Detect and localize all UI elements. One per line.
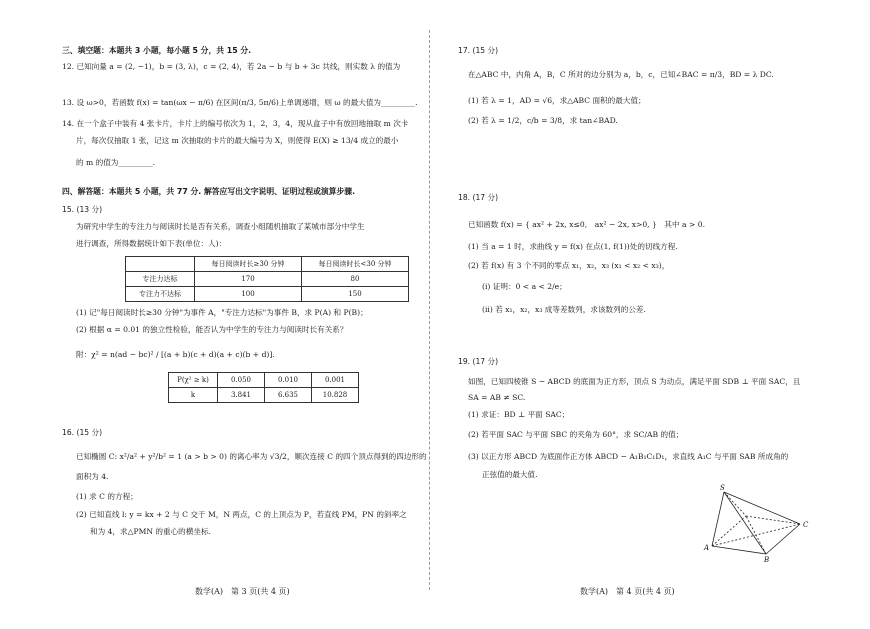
question-19-title: 19. (17 分) (458, 357, 499, 366)
question-16-part2-line2: 和为 4，求△PMN 的重心的横坐标. (90, 527, 211, 536)
pyramid-figure (700, 484, 818, 562)
vertex-label-a: A (704, 544, 710, 552)
table-cell: 0.050 (218, 373, 265, 388)
question-14-line3: 的 m 的值为_________. (76, 158, 155, 167)
question-16-title: 16. (15 分) (62, 428, 103, 437)
edge-sb (724, 492, 766, 554)
table-cell (126, 257, 195, 272)
edge-sa (712, 492, 724, 546)
question-16-part1: (1) 求 C 的方程； (76, 492, 138, 501)
question-15-title: 15. (13 分) (62, 205, 103, 214)
question-15-line2: 进行调查，所得数据统计如下表(单位：人)： (76, 239, 227, 248)
question-15-line1: 为研究中学生的专注力与阅读时长是否有关系，调查小组随机抽取了某城市部分中学生 (76, 222, 365, 231)
table-row (126, 287, 409, 302)
question-19-part2: (2) 若平面 SAC 与平面 SBC 的夹角为 60°，求 SC/AB 的值； (468, 430, 684, 439)
question-18-part1: (1) 当 a = 1 时，求曲线 y = f(x) 在点(1, f(1))处的切线方程. (468, 242, 678, 251)
exam-page-3 (0, 0, 430, 629)
vertex-label-c: C (803, 521, 809, 529)
section4-heading: 四、解答题：本题共 5 小题，共 77 分. 解答应写出文字说明、证明过程或演算步骤. (62, 187, 356, 196)
question-19-part1: (1) 求证：BD ⊥ 平面 SAC； (468, 410, 570, 419)
table-header-row (169, 373, 359, 388)
question-15-part1: (1) 记"每日阅读时长≥30 分钟"为事件 A，"专注力达标"为事件 B，求 P(A) 和 P(B)； (76, 308, 368, 317)
page-footer: 数学(A) 第 3 页(共 4 页) (195, 587, 290, 596)
table-cell: 100 (195, 287, 302, 302)
question-17-title: 17. (15 分) (458, 46, 499, 55)
table-cell: 150 (302, 287, 409, 302)
question-17-line1: 在△ABC 中，内角 A，B，C 所对的边分别为 a，b，c，已知∠BAC = π/3，BD = λ DC. (468, 70, 774, 79)
table-cell: 170 (195, 272, 302, 287)
reading-focus-table (125, 256, 409, 302)
question-14-line2: 片，每次仅抽取 1 张，记这 m 次抽取的卡片的最大编号为 X，则使得 E(X) ≥ 13/4 成立的最小 (76, 136, 399, 145)
table-cell: 0.001 (312, 373, 359, 388)
table-row (126, 272, 409, 287)
edge-sc (724, 492, 800, 524)
vertex-label-s: S (720, 484, 725, 492)
vertex-label-b: B (764, 556, 770, 562)
question-18-part2-i: (i) 证明：0 < a < 2/e； (482, 282, 567, 291)
table-cell: 80 (302, 272, 409, 287)
question-16-line1: 已知椭圆 C: x²/a² + y²/b² = 1 (a > b > 0) 的离心率为 √3/2，顺次连接 C 的四个顶点得到的四边形的 (76, 452, 427, 461)
question-12: 12. 已知向量 a = (2, −1)，b = (3, λ)，c = (2, 4)，若 2a − b 与 b + 3c 共线，则实数 λ 的值为 (62, 62, 401, 71)
table-row (169, 388, 359, 403)
question-18-part2: (2) 若 f(x) 有 3 个不同的零点 x₁，x₂，x₃ (x₁ < x₂ < x₃)， (468, 261, 670, 270)
question-17-part1: (1) 若 λ = 1，AD = √6，求△ABC 面积的最大值； (468, 96, 646, 105)
edge-sd (724, 492, 746, 516)
table-header-row (126, 257, 409, 272)
question-15-part2: (2) 根据 α = 0.01 的独立性检验，能否认为中学生的专注力与阅读时长有关系？ (76, 325, 348, 334)
table-cell: 3.841 (218, 388, 265, 403)
page-footer: 数学(A) 第 4 页(共 4 页) (580, 587, 675, 596)
table-cell: 专注力不达标 (126, 287, 195, 302)
edge-dc (746, 516, 800, 524)
question-18-part2-ii: (ii) 若 x₁，x₂，x₃ 成等差数列，求该数列的公差. (482, 305, 646, 314)
question-19-part3-line2: 正弦值的最大值. (482, 470, 538, 479)
question-14-line1: 14. 在一个盒子中装有 4 张卡片，卡片上的编号依次为 1，2，3，4，现从盒子中有放回地抽取 m 次卡 (62, 119, 409, 128)
question-19-line1: 如图，已知四棱锥 S − ABCD 的底面为正方形，顶点 S 为动点，满足平面 SDB ⊥ 平面 SAC，且 (468, 377, 801, 386)
table-cell: 0.010 (265, 373, 312, 388)
chi-square-table (168, 372, 359, 403)
question-16-line2: 面积为 4. (76, 472, 109, 481)
question-16-part2-line1: (2) 已知直线 l: y = kx + 2 与 C 交于 M，N 两点，C 的上顶点为 P，若直线 PM，PN 的斜率之 (76, 510, 407, 519)
section3-heading: 三、填空题：本题共 3 小题，每小题 5 分，共 15 分. (62, 46, 252, 55)
exam-page-4 (430, 0, 870, 629)
question-18-line1: 已知函数 f(x) = { ax² + 2x, x≤0, ax² − 2x, x>0, } 其中 a > 0. (468, 220, 705, 229)
table-cell: 每日阅读时长≥30 分钟 (195, 257, 302, 272)
table-cell: 6.635 (265, 388, 312, 403)
diagonal-bd (746, 516, 766, 554)
edge-ab (712, 546, 766, 554)
question-13: 13. 设 ω>0，若函数 f(x) = tan(ωx − π/6) 在区间(π/3, 5π/6)上单调递增，则 ω 的最大值为_________. (62, 98, 418, 107)
table-cell: 每日阅读时长<30 分钟 (302, 257, 409, 272)
question-19-part3-line1: (3) 以正方形 ABCD 为底面作正方体 ABCD − A₁B₁C₁D₁，求直线 A₁C 与平面 SAB 所成角的 (468, 452, 789, 461)
table-cell: 专注力达标 (126, 272, 195, 287)
table-cell: k (169, 388, 218, 403)
table-cell: 10.828 (312, 388, 359, 403)
question-18-title: 18. (17 分) (458, 193, 499, 202)
table-cell: P(χ² ≥ k) (169, 373, 218, 388)
question-19-line2: SA = AB ≠ SC. (468, 393, 526, 402)
question-15-formula: 附：χ² = n(ad − bc)² / [(a + b)(c + d)(a + c)(b + d)]. (76, 350, 275, 359)
question-17-part2: (2) 若 λ = 1/2，c/b = 3/8，求 tan∠BAD. (468, 116, 618, 125)
